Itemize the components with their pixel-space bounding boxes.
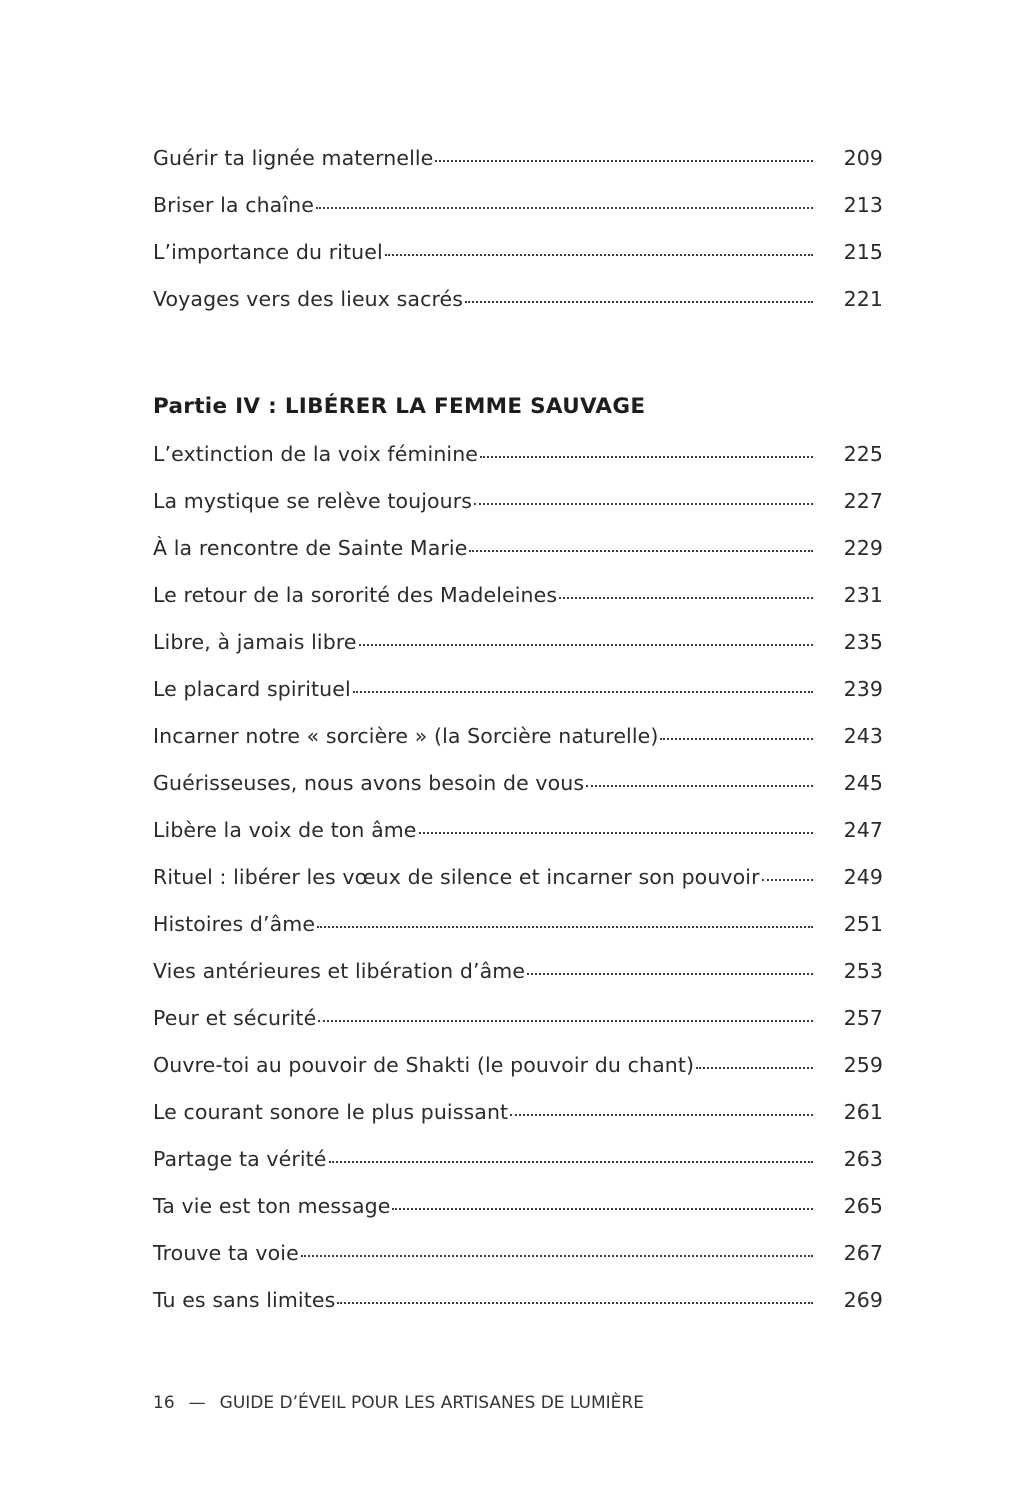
dot-leader — [586, 781, 813, 787]
toc-entry — [153, 1237, 883, 1269]
toc-entry-page: 265 — [843, 1194, 883, 1218]
toc-entry — [153, 626, 883, 658]
dot-leader — [385, 250, 813, 256]
toc-entry — [153, 1143, 883, 1175]
dot-leader — [392, 1204, 813, 1210]
toc-entry — [153, 908, 883, 940]
toc-entry-title: Guérir ta lignée maternelle — [153, 146, 434, 170]
toc-entry-page: 235 — [843, 630, 883, 654]
toc-entry — [153, 1190, 883, 1222]
toc-entry — [153, 579, 883, 611]
toc-entry-title: L’extinction de la voix féminine — [153, 442, 479, 466]
toc-entry-title: Incarner notre « sorcière » (la Sorcière naturelle) — [153, 724, 659, 748]
dot-leader — [480, 452, 813, 458]
toc-entry-page: 267 — [843, 1241, 883, 1265]
toc-entry-page: 245 — [843, 771, 883, 795]
dot-leader — [696, 1063, 813, 1069]
toc-entry-title: À la rencontre de Sainte Marie — [153, 536, 468, 560]
toc-entry-page: 243 — [843, 724, 883, 748]
page-footer — [153, 1391, 644, 1415]
dot-leader — [329, 1157, 813, 1163]
toc-entry-page: 261 — [843, 1100, 883, 1124]
toc-entry — [153, 236, 883, 268]
dot-leader — [337, 1298, 813, 1304]
toc-entry — [153, 861, 883, 893]
toc-entry — [153, 673, 883, 705]
dot-leader — [359, 640, 813, 646]
toc-entry-page: 215 — [843, 240, 883, 264]
dot-leader — [465, 297, 813, 303]
toc-entry-page: 213 — [843, 193, 883, 217]
toc-entry-page: 259 — [843, 1053, 883, 1077]
toc-entry — [153, 1284, 883, 1316]
toc-entry — [153, 532, 883, 564]
dot-leader — [435, 156, 813, 162]
dot-leader — [317, 922, 813, 928]
toc-entry-title: Trouve ta voie — [153, 1241, 299, 1265]
toc-entry-title: Libre, à jamais libre — [153, 630, 357, 654]
toc-entry-page: 229 — [843, 536, 883, 560]
toc-entry-page: 231 — [843, 583, 883, 607]
toc-entry-title: Voyages vers des lieux sacrés — [153, 287, 464, 311]
toc-entry-title: Ta vie est ton message — [153, 1194, 391, 1218]
page-number: 16 — [153, 1393, 175, 1413]
dot-leader — [316, 203, 813, 209]
toc-entry-title: Peur et sécurité — [153, 1006, 317, 1030]
dot-leader — [318, 1016, 813, 1022]
toc-entry — [153, 1002, 883, 1034]
dot-leader — [527, 969, 813, 975]
toc-entry-page: 269 — [843, 1288, 883, 1312]
toc-entry-page: 257 — [843, 1006, 883, 1030]
dot-leader — [660, 734, 813, 740]
toc-entry — [153, 142, 883, 174]
dot-leader — [353, 687, 813, 693]
toc-entry — [153, 720, 883, 752]
toc-entry-title: Le retour de la sororité des Madeleines — [153, 583, 558, 607]
toc-entry-page: 247 — [843, 818, 883, 842]
toc-entry-page: 221 — [843, 287, 883, 311]
toc-entry — [153, 955, 883, 987]
toc-entry — [153, 189, 883, 221]
toc-entry-page: 227 — [843, 489, 883, 513]
toc-entry — [153, 283, 883, 315]
toc-entry-page: 209 — [843, 146, 883, 170]
toc-entry-page: 251 — [843, 912, 883, 936]
toc-entry-page: 253 — [843, 959, 883, 983]
toc-entry-page: 249 — [843, 865, 883, 889]
dot-leader — [469, 546, 813, 552]
dot-leader — [419, 828, 813, 834]
footer-dash: — — [188, 1393, 206, 1413]
toc-entry-title: Briser la chaîne — [153, 193, 314, 217]
toc-entry-title: Guérisseuses, nous avons besoin de vous — [153, 771, 585, 795]
dot-leader — [559, 593, 813, 599]
toc-entry — [153, 485, 883, 517]
toc-entry-title: Le placard spirituel — [153, 677, 351, 701]
toc-entry-page: 239 — [843, 677, 883, 701]
dot-leader — [474, 499, 813, 505]
toc-entry-title: Tu es sans limites — [153, 1288, 336, 1312]
toc-entry — [153, 814, 883, 846]
toc-entry — [153, 1049, 883, 1081]
toc-entry — [153, 1096, 883, 1128]
toc-entry-title: La mystique se relève toujours — [153, 489, 473, 513]
toc-entry-title: L’importance du rituel — [153, 240, 383, 264]
toc-entry — [153, 438, 883, 470]
running-title: GUIDE D’ÉVEIL POUR LES ARTISANES DE LUMIÈRE — [219, 1393, 644, 1413]
toc-entry-title: Ouvre-toi au pouvoir de Shakti (le pouvoir du chant) — [153, 1053, 695, 1077]
toc-entry-title: Vies antérieures et libération d’âme — [153, 959, 526, 983]
dot-leader — [301, 1251, 813, 1257]
toc-entry-title: Libère la voix de ton âme — [153, 818, 417, 842]
dot-leader — [510, 1110, 813, 1116]
toc-entry-title: Partage ta vérité — [153, 1147, 327, 1171]
toc-entry-title: Rituel : libérer les vœux de silence et incarner son pouvoir — [153, 865, 760, 889]
section-heading: Partie IV : LIBÉRER LA FEMME SAUVAGE — [153, 394, 646, 419]
toc-entry-page: 225 — [843, 442, 883, 466]
toc-entry-title: Histoires d’âme — [153, 912, 316, 936]
dot-leader — [762, 875, 813, 881]
toc-entry-title: Le courant sonore le plus puissant — [153, 1100, 509, 1124]
toc-entry-page: 263 — [843, 1147, 883, 1171]
toc-entry — [153, 767, 883, 799]
